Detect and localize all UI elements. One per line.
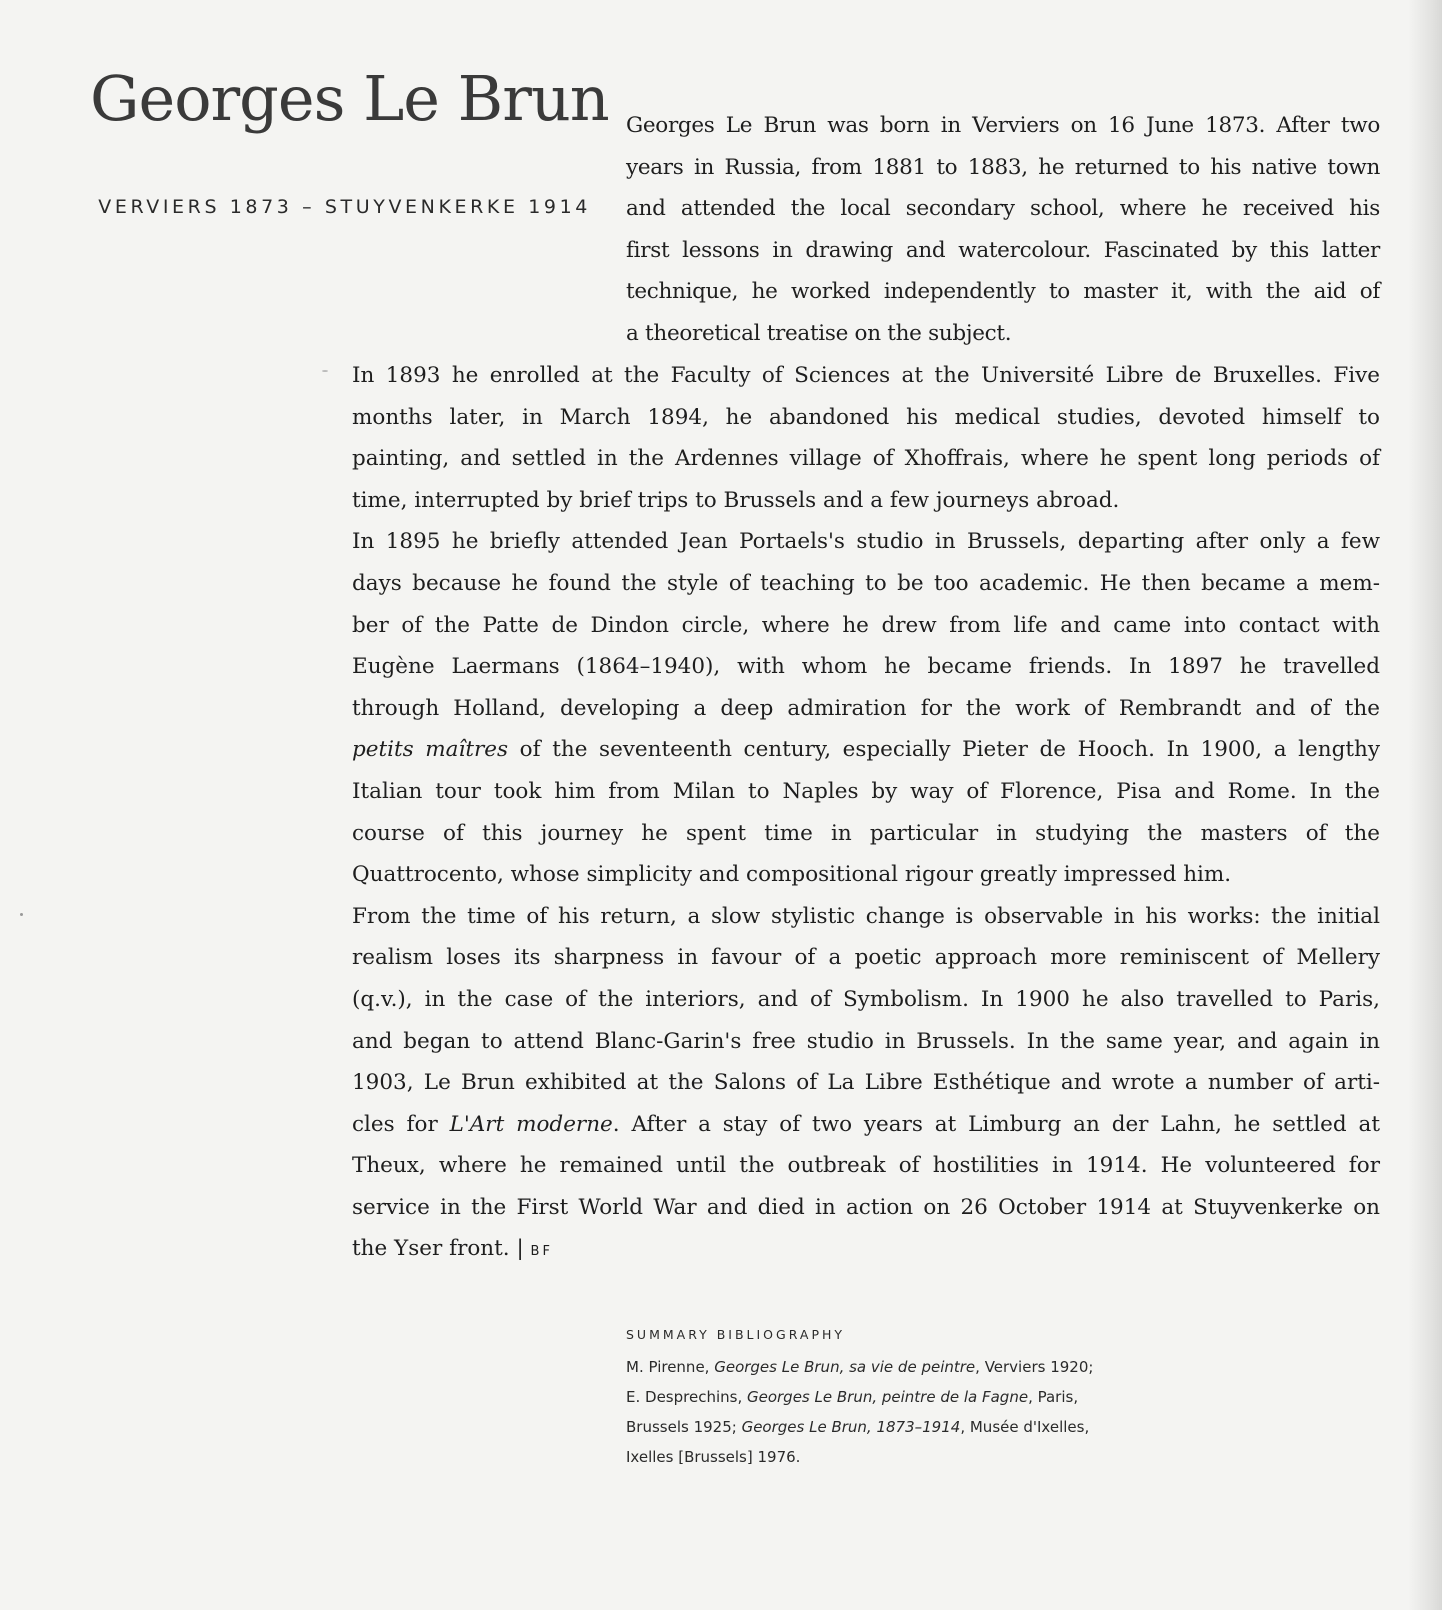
life-dates: VERVIERS 1873 – STUYVENKERKE 1914 bbox=[98, 196, 591, 218]
bib-rest: Ixelles [Brussels] 1976. bbox=[626, 1448, 801, 1466]
text-run: cles for bbox=[352, 1111, 450, 1137]
text-line: course of this journey he spent time in particular in studying the masters of the bbox=[352, 820, 1380, 846]
text-line: (q.v.), in the case of the interiors, and of Symbolism. In 1900 he also travelled to Paris, bbox=[352, 986, 1380, 1012]
text-line: and began to attend Blanc-Garin's free studio in Brussels. In the same year, and again in bbox=[352, 1028, 1380, 1054]
page-title: Georges Le Brun bbox=[90, 62, 609, 135]
text-line: months later, in March 1894, he abandoned his medical studies, devoted himself to bbox=[352, 404, 1380, 430]
text-line: Italian tour took him from Milan to Naples by way of Florence, Pisa and Rome. In the bbox=[352, 778, 1380, 804]
text-line: Theux, where he remained until the outbreak of hostilities in 1914. He volunteered for bbox=[352, 1153, 1380, 1179]
text-line bbox=[352, 1104, 1380, 1146]
italic-term: petits maîtres bbox=[352, 737, 509, 763]
paragraph-1895 bbox=[352, 521, 1380, 895]
biography-body bbox=[352, 355, 1380, 1273]
text-line: In 1895 he briefly attended Jean Portaels's studio in Brussels, departing after only a few bbox=[352, 529, 1380, 555]
text-line: time, interrupted by brief trips to Brussels and a few journeys abroad. bbox=[352, 487, 1120, 513]
bib-rest: Brussels 1925; bbox=[626, 1418, 742, 1436]
text-line: service in the First World War and died in action on 26 October 1914 at Stuyvenkerke on bbox=[352, 1194, 1380, 1220]
paragraph-return bbox=[352, 896, 1380, 1273]
text-run: the Yser front. bbox=[352, 1236, 510, 1262]
author-initials: BF bbox=[530, 1244, 553, 1260]
text-line: Georges Le Brun was born in Verviers on 16 June 1873. After two bbox=[626, 113, 1380, 138]
italic-title: L'Art moderne bbox=[449, 1111, 613, 1137]
text-line: years in Russia, from 1881 to 1883, he returned to his native town bbox=[626, 154, 1380, 180]
text-line: technique, he worked independently to master it, with the aid of bbox=[626, 279, 1380, 305]
bib-rest: , Verviers 1920; bbox=[975, 1358, 1094, 1376]
bibliography-heading: SUMMARY BIBLIOGRAPHY bbox=[626, 1327, 846, 1342]
text-line: painting, and settled in the Ardennes village of Xhoffrais, where he spent long periods of bbox=[352, 446, 1380, 472]
text-line: realism loses its sharpness in favour of a poetic approach more reminiscent of Mellery bbox=[352, 945, 1380, 971]
text-run: of the seventeenth century, especially Pieter de Hooch. In 1900, a lengthy bbox=[508, 737, 1380, 763]
bib-title: Georges Le Brun, sa vie de peintre bbox=[714, 1358, 976, 1376]
page-edge-shadow bbox=[1408, 0, 1442, 1610]
text-line: In 1893 he enrolled at the Faculty of Sciences at the Université Libre de Bruxelles. Five bbox=[352, 363, 1380, 388]
text-line: days because he found the style of teaching to be too academic. He then became a mem- bbox=[352, 570, 1380, 596]
text-run: . After a stay of two years at Limburg an der Lahn, he settled at bbox=[612, 1111, 1380, 1137]
text-line: Eugène Laermans (1864–1940), with whom he became friends. In 1897 he travelled bbox=[352, 654, 1380, 680]
bibliography-entries bbox=[626, 1352, 1126, 1472]
author-separator: | bbox=[509, 1236, 531, 1262]
scan-speck bbox=[322, 370, 328, 372]
text-line bbox=[352, 1228, 1380, 1273]
bib-author: M. Pirenne, bbox=[626, 1358, 715, 1376]
text-line: 1903, Le Brun exhibited at the Salons of La Libre Esthétique and wrote a number of arti- bbox=[352, 1070, 1380, 1096]
bib-title: Georges Le Brun, 1873–1914 bbox=[741, 1418, 961, 1436]
text-line: From the time of his return, a slow stylistic change is observable in his works: the initial bbox=[352, 903, 1380, 929]
text-line: through Holland, developing a deep admiration for the work of Rembrandt and of the bbox=[352, 695, 1380, 721]
bib-rest: , Paris, bbox=[1028, 1388, 1079, 1406]
intro-paragraph bbox=[626, 105, 1380, 355]
bib-title: Georges Le Brun, peintre de la Fagne bbox=[746, 1388, 1029, 1406]
text-line: first lessons in drawing and watercolour. Fascinated by this latter bbox=[626, 237, 1380, 263]
bib-rest: , Musée d'Ixelles, bbox=[960, 1418, 1090, 1436]
text-line: and attended the local secondary school, where he received his bbox=[626, 196, 1380, 222]
text-line: Quattrocento, whose simplicity and compositional rigour greatly impressed him. bbox=[352, 862, 1232, 888]
scan-speck bbox=[20, 913, 23, 916]
text-line: a theoretical treatise on the subject. bbox=[626, 320, 1012, 346]
text-line: ber of the Patte de Dindon circle, where he drew from life and came into contact with bbox=[352, 612, 1380, 638]
bib-author: E. Desprechins, bbox=[626, 1388, 747, 1406]
paragraph-1893 bbox=[352, 355, 1380, 521]
bibliography bbox=[626, 1327, 1126, 1472]
text-line bbox=[352, 729, 1380, 771]
